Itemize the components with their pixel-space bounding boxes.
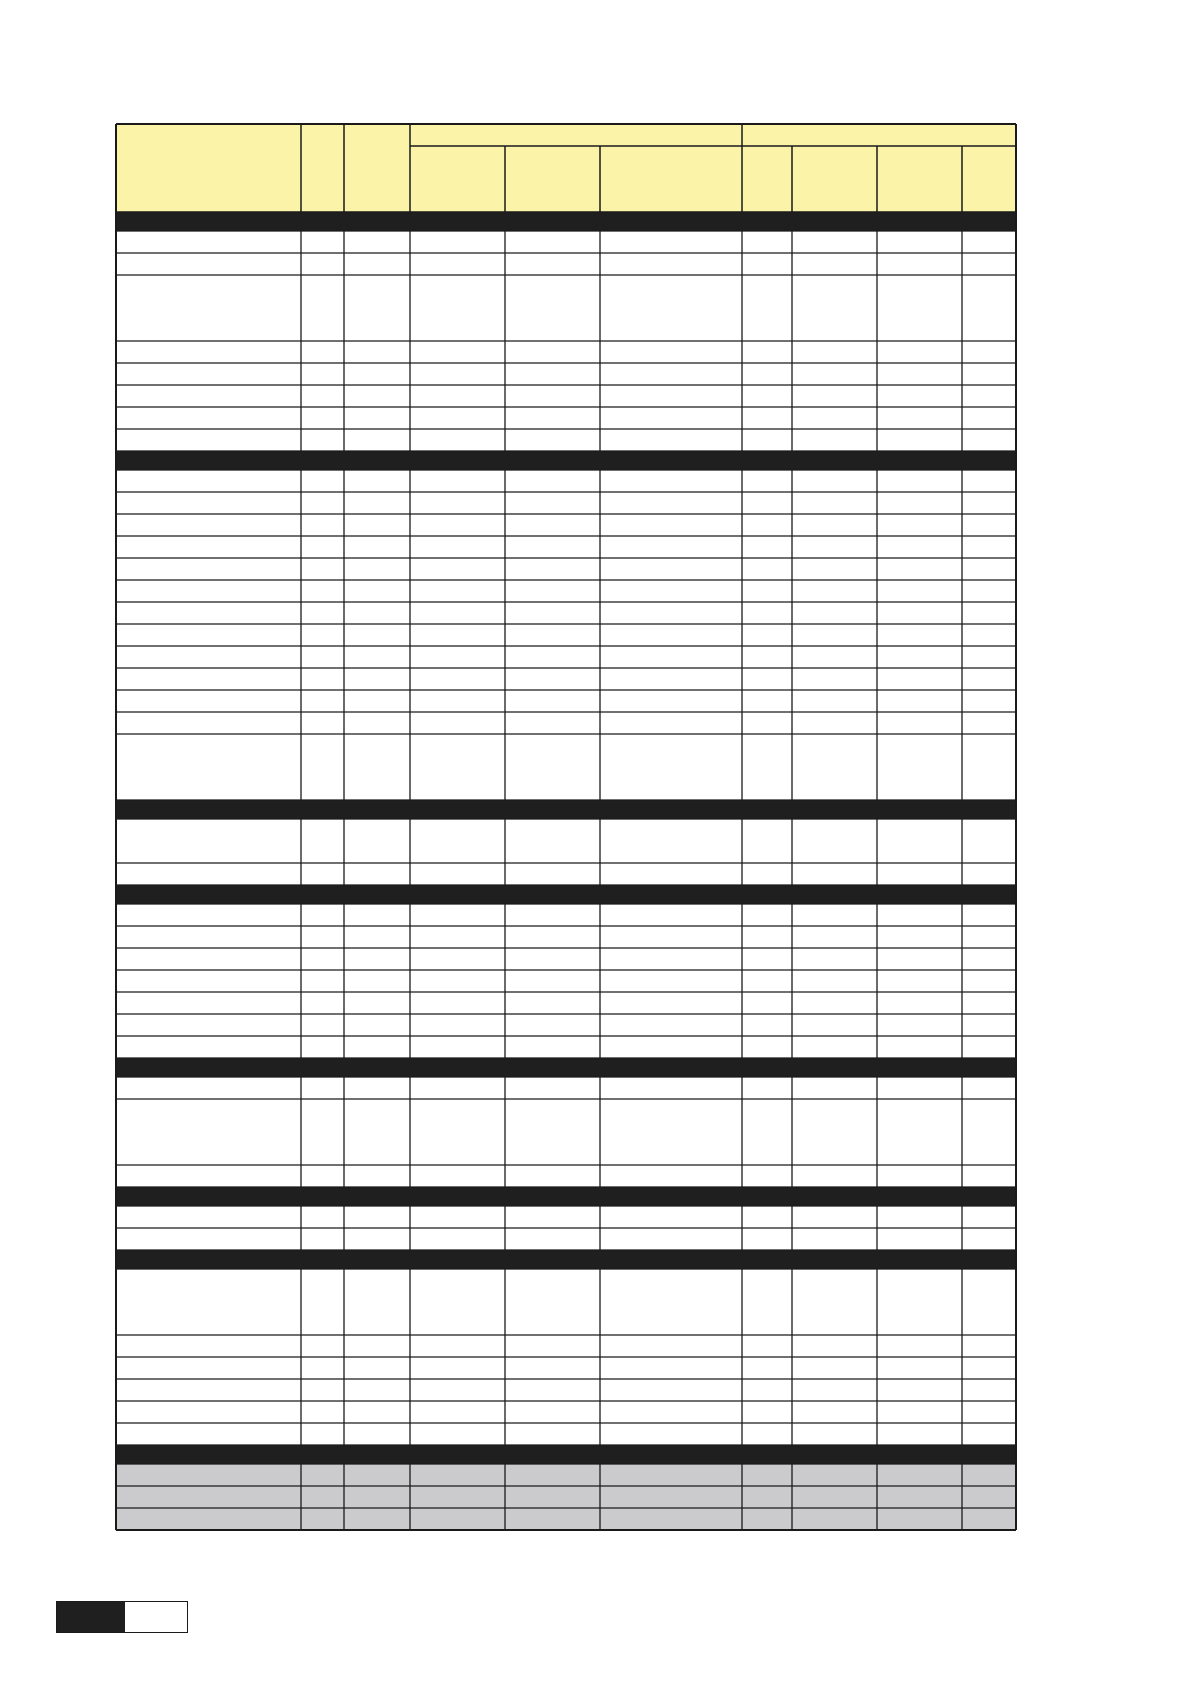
table-row bbox=[116, 1357, 1016, 1379]
table-row bbox=[116, 624, 1016, 646]
table-row bbox=[116, 1206, 1016, 1228]
table-row bbox=[116, 514, 1016, 536]
section-band bbox=[116, 800, 1016, 819]
table-row bbox=[116, 1269, 1016, 1335]
page-tab-dark-segment bbox=[57, 1602, 125, 1632]
table-row bbox=[116, 1423, 1016, 1445]
table-row bbox=[116, 1077, 1016, 1099]
section-band bbox=[116, 1445, 1016, 1464]
table-row bbox=[116, 1014, 1016, 1036]
table-row bbox=[116, 1165, 1016, 1187]
table-row bbox=[116, 492, 1016, 514]
table-row bbox=[116, 602, 1016, 624]
table-row bbox=[116, 341, 1016, 363]
table-row bbox=[116, 1401, 1016, 1423]
table-row bbox=[116, 385, 1016, 407]
table-row bbox=[116, 970, 1016, 992]
page-tab-label bbox=[125, 1602, 187, 1632]
table-row bbox=[116, 926, 1016, 948]
table-row bbox=[116, 470, 1016, 492]
header-background bbox=[116, 124, 1016, 212]
page-number-tab bbox=[56, 1601, 188, 1633]
table-row bbox=[116, 1379, 1016, 1401]
section-band bbox=[116, 885, 1016, 904]
section-band bbox=[116, 1187, 1016, 1206]
table-row bbox=[116, 904, 1016, 926]
section-band bbox=[116, 212, 1016, 231]
table-row bbox=[116, 734, 1016, 800]
table-row bbox=[116, 1335, 1016, 1357]
table-row bbox=[116, 819, 1016, 863]
table-row bbox=[116, 429, 1016, 451]
section-band bbox=[116, 451, 1016, 470]
table-row bbox=[116, 712, 1016, 734]
table-row bbox=[116, 948, 1016, 970]
table-row bbox=[116, 690, 1016, 712]
table-row bbox=[116, 992, 1016, 1014]
table-row bbox=[116, 231, 1016, 253]
table-row bbox=[116, 407, 1016, 429]
total-row bbox=[116, 1508, 1016, 1530]
table-row bbox=[116, 558, 1016, 580]
section-band bbox=[116, 1058, 1016, 1077]
table-row bbox=[116, 1099, 1016, 1165]
total-row bbox=[116, 1464, 1016, 1486]
table-row bbox=[116, 253, 1016, 275]
table-row bbox=[116, 1228, 1016, 1250]
table-row bbox=[116, 1036, 1016, 1058]
table-row bbox=[116, 668, 1016, 690]
table-row bbox=[116, 646, 1016, 668]
total-row bbox=[116, 1486, 1016, 1508]
table-row bbox=[116, 580, 1016, 602]
table-row bbox=[116, 863, 1016, 885]
table-row bbox=[116, 536, 1016, 558]
table-row bbox=[116, 363, 1016, 385]
section-band bbox=[116, 1250, 1016, 1269]
table-row bbox=[116, 275, 1016, 341]
